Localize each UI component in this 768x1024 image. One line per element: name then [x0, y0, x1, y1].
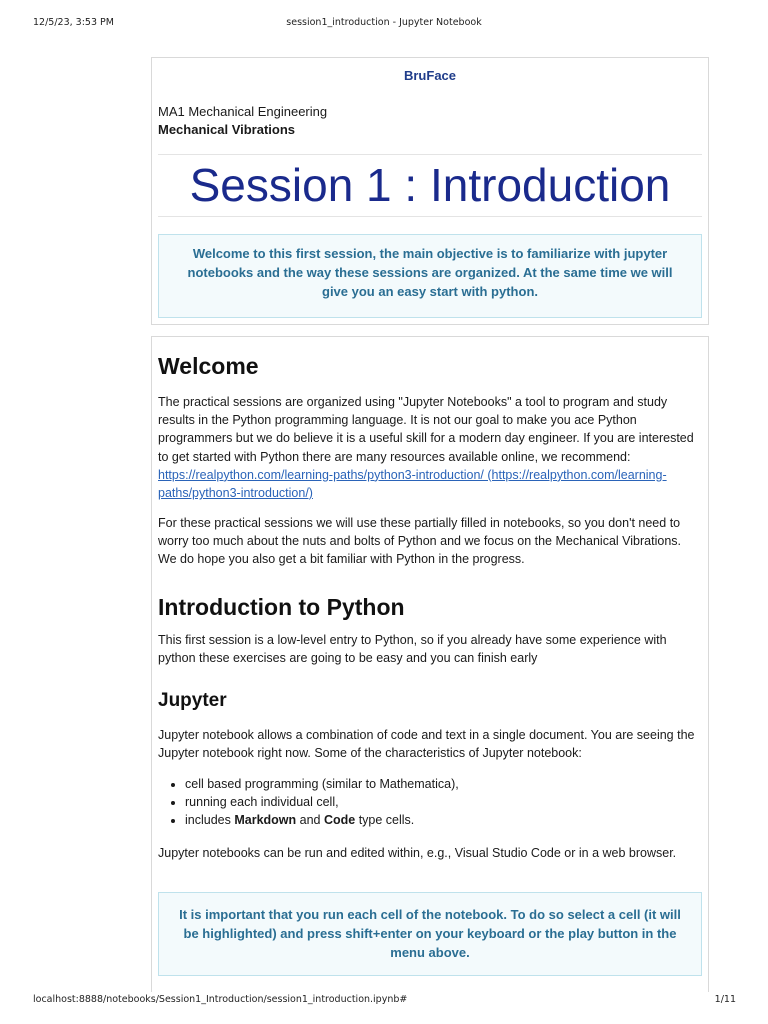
program-label: MA1 Mechanical Engineering: [158, 104, 328, 119]
realpython-link[interactable]: https://realpython.com/learning-paths/python3-introduction/ (https://realpython.com/learning-paths/python3-introduction/): [158, 467, 667, 501]
welcome-paragraph: [158, 393, 696, 502]
print-datetime: 12/5/23, 3:53 PM: [33, 17, 114, 28]
jupyter-heading: Jupyter: [158, 690, 227, 711]
list-item: • cell based programming (similar to Mathematica),: [185, 775, 459, 793]
list-item: [185, 811, 459, 829]
welcome-paragraph-text: The practical sessions are organized using "Jupyter Notebooks" a tool to program and study results in the Python programming language. It is not our goal to make you ace Python programmers but we do believe it is a useful skill for a modern day engineer. If you are interested to get started with Python there are many resources available online, we recommend:: [158, 395, 694, 464]
print-page-title: session1_introduction - Jupyter Notebook: [286, 17, 482, 28]
print-footer: [0, 994, 768, 1008]
jupyter-paragraph: Jupyter notebook allows a combination of code and text in a single document. You are seeing the Jupyter notebook right now. Some of the characteristics of Jupyter notebook:: [158, 728, 695, 761]
brand-label: BruFace: [403, 68, 457, 83]
practical-sessions-paragraph: For these practical sessions we will use these partially filled in notebooks, so you don't need to worry too much about the nuts and bolts of Python and we focus on the Mechanical Vibrations. We do hope you also get a bit familiar with Python in the progress.: [158, 516, 681, 567]
print-header: [0, 17, 768, 31]
divider: [158, 216, 702, 217]
jupyter-run-paragraph: Jupyter notebooks can be run and edited within, e.g., Visual Studio Code or in a web browser.: [158, 846, 677, 860]
intro-python-paragraph: This first session is a low-level entry to Python, so if you already have some experience with python these exercises are going to be easy and you can finish early: [158, 633, 667, 666]
course-info: [158, 103, 327, 139]
jupyter-features-list: [158, 775, 459, 830]
list-item-text: type cells.: [355, 813, 415, 828]
print-url: localhost:8888/notebooks/Session1_Introduction/session1_introduction.ipynb#: [33, 994, 408, 1005]
welcome-heading: Welcome: [158, 353, 259, 379]
session-title: Session 1 : Introduction: [189, 159, 671, 211]
list-item-text: and: [296, 813, 324, 828]
code-term: Code: [323, 813, 356, 828]
page-number: 1/11: [714, 994, 736, 1005]
run-cells-tip-box: It is important that you run each cell of the notebook. To do so select a cell (it will be highlighted) and press shift+enter on your keyboard or the play button in the menu above.: [158, 892, 702, 976]
course-label: Mechanical Vibrations: [158, 122, 296, 137]
list-item-text: includes: [185, 813, 235, 828]
markdown-term: Markdown: [234, 813, 297, 828]
list-item: • running each individual cell,: [185, 793, 459, 811]
intro-info-box: Welcome to this first session, the main objective is to familiarize with jupyter notebooks and the way these sessions are organized. At the same time we will give you an easy start with python.: [158, 234, 702, 318]
welcome-markdown-cell[interactable]: [151, 336, 709, 992]
header-markdown-cell[interactable]: [151, 57, 709, 325]
intro-python-heading: Introduction to Python: [158, 594, 405, 620]
